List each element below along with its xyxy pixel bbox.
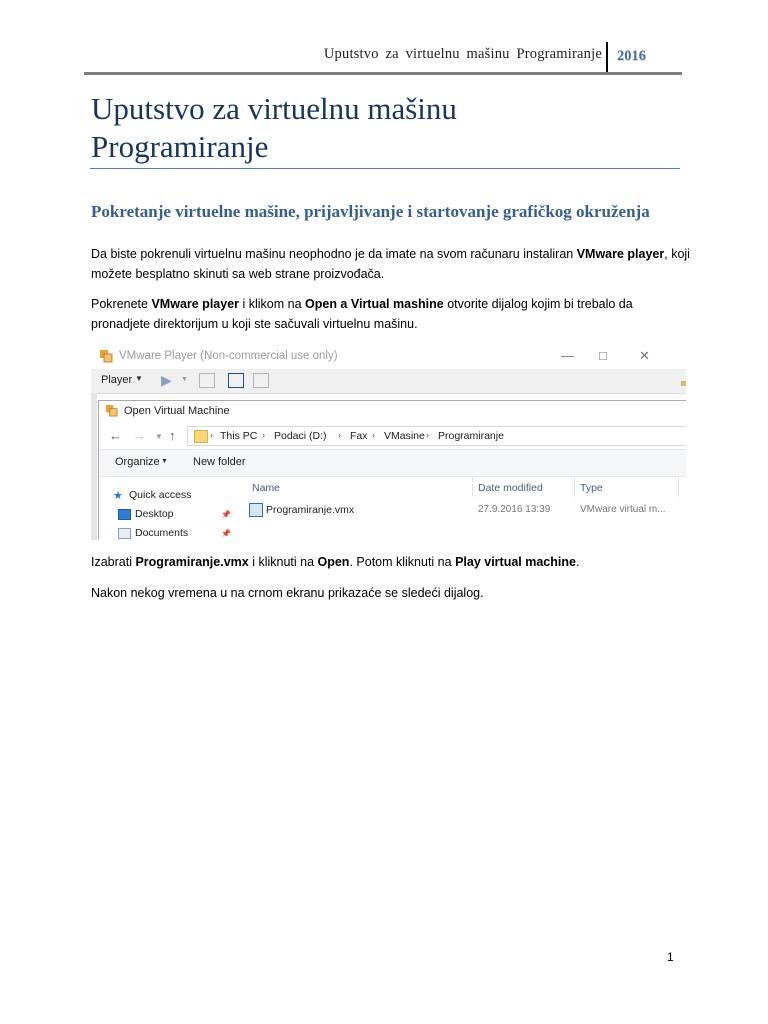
breadcrumb-separator-icon: ›	[210, 430, 213, 440]
window-edge-mark	[681, 381, 686, 386]
p2-text-c: i klikom na	[239, 297, 306, 311]
file-name[interactable]: Programiranje.vmx	[266, 504, 355, 516]
breadcrumb-programiranje[interactable]: Programiranje	[438, 430, 504, 442]
vmware-logo-icon	[99, 349, 113, 363]
p3-text-d: . Potom kliknuti na	[349, 555, 456, 569]
new-folder-button[interactable]: New folder	[193, 456, 246, 468]
play-icon[interactable]: ▶	[161, 372, 172, 388]
page-number: 1	[667, 950, 674, 964]
breadcrumb-separator-icon: ›	[338, 430, 341, 440]
nav-desktop[interactable]: Desktop	[135, 508, 174, 520]
p1-text-a: Da biste pokrenuli virtuelnu mašinu neophodno je da imate na svom računaru instaliran	[91, 247, 577, 261]
vmware-toolbar	[91, 370, 686, 394]
dialog-command-bar	[99, 449, 686, 477]
paragraph-1	[91, 244, 691, 284]
title-line-1: Uputstvo za virtuelnu mašinu	[91, 91, 457, 126]
folder-icon	[194, 430, 208, 443]
p3-text-c: i kliknuti na	[248, 555, 318, 569]
breadcrumb-vmasine[interactable]: VMasine	[384, 430, 425, 442]
file-list-header	[244, 477, 686, 499]
column-type[interactable]: Type	[580, 482, 603, 494]
p3-text-a: Izabrati	[91, 555, 136, 569]
column-name[interactable]: Name	[252, 482, 281, 494]
vmware-screenshot	[91, 345, 686, 540]
address-bar[interactable]	[187, 426, 686, 446]
pin-icon[interactable]: 📌	[221, 510, 231, 519]
organize-caret-icon[interactable]: ▼	[161, 458, 168, 465]
p1-text-c: , koji možete besplatno skinuti sa web strane proizvođača.	[91, 247, 690, 281]
close-icon[interactable]: ✕	[639, 348, 650, 363]
desktop-icon	[118, 509, 131, 520]
column-date-modified[interactable]: Date modified	[478, 482, 543, 494]
page-header	[84, 42, 682, 75]
paragraph-4: Nakon nekog vremena u na crnom ekranu prikazaće se sledeći dijalog.	[91, 586, 484, 600]
file-type: VMware virtual m...	[580, 504, 666, 515]
p2-bold-vmware: VMware player	[151, 297, 240, 311]
dialog-title: Open Virtual Machine	[124, 405, 230, 417]
section-heading: Pokretanje virtuelne mašine, prijavljivanje i startovanje grafičkog okruženja	[91, 202, 650, 221]
file-row[interactable]	[244, 501, 686, 521]
organize-button[interactable]: Organize	[115, 456, 160, 468]
file-date: 27.9.2016 13:39	[478, 504, 551, 515]
p3-bold-play: Play virtual machine	[455, 555, 576, 569]
nav-quick-access[interactable]: Quick access	[129, 489, 192, 501]
nav-documents[interactable]: Documents	[135, 527, 189, 539]
p2-bold-open: Open a Virtual mashine	[305, 297, 444, 311]
header-rule	[84, 72, 682, 75]
star-icon: ★	[113, 490, 123, 502]
p3-text-e: .	[575, 555, 580, 569]
title-line-2: Programiranje	[91, 129, 269, 164]
paragraph-3	[91, 552, 691, 572]
breadcrumb-podaci[interactable]: Podaci (D:)	[274, 430, 327, 442]
p3-bold-vmx: Programiranje.vmx	[135, 555, 249, 569]
play-caret-icon[interactable]: ▼	[181, 376, 188, 383]
player-menu[interactable]: Player	[101, 374, 133, 386]
header-title: Uputstvo za virtuelnu mašinu Programiranje	[323, 46, 602, 62]
player-caret-icon[interactable]: ▼	[135, 374, 143, 383]
vmware-titlebar	[91, 345, 686, 370]
document-title	[91, 90, 691, 166]
open-vm-dialog	[98, 400, 686, 540]
window-left-strip	[91, 393, 97, 540]
breadcrumb-separator-icon: ›	[262, 430, 265, 440]
header-separator	[606, 42, 608, 72]
vmware-window-title: VMware Player (Non-commercial use only)	[119, 350, 338, 362]
back-arrow-icon[interactable]: ←	[109, 428, 122, 443]
p1-bold-vmware: VMware player	[576, 247, 665, 261]
maximize-icon[interactable]: □	[599, 348, 607, 363]
forward-arrow-icon[interactable]: →	[133, 428, 146, 443]
dialog-titlebar	[99, 401, 686, 423]
breadcrumb-separator-icon: ›	[426, 430, 429, 440]
column-divider[interactable]	[472, 477, 473, 497]
column-divider[interactable]	[574, 477, 575, 497]
breadcrumb-fax[interactable]: Fax	[350, 430, 368, 442]
p2-text-d: otvorite dijalog kojim bi trebalo da pronadjete direktorijum u koji ste sačuvali virtuelnu mašinu.	[91, 297, 633, 331]
title-rule	[90, 168, 680, 169]
pin-icon[interactable]: 📌	[221, 529, 231, 538]
navigation-pane	[99, 477, 239, 540]
fullscreen-icon[interactable]	[228, 373, 244, 388]
minimize-icon[interactable]: —	[561, 348, 574, 363]
paragraph-2	[91, 294, 691, 334]
vmx-file-icon	[249, 503, 263, 517]
breadcrumb-separator-icon: ›	[372, 430, 375, 440]
p2-text-a: Pokrenete	[91, 297, 152, 311]
recent-caret-icon[interactable]: ▼	[155, 432, 163, 441]
p3-bold-open: Open	[317, 555, 350, 569]
network-icon[interactable]	[199, 373, 215, 388]
header-year: 2016	[617, 48, 646, 64]
breadcrumb-this-pc[interactable]: This PC	[220, 430, 258, 442]
column-divider[interactable]	[678, 477, 679, 497]
dialog-nav-bar	[99, 425, 686, 447]
vmware-logo-icon	[105, 404, 118, 417]
up-arrow-icon[interactable]: ↑	[169, 428, 176, 443]
documents-icon	[118, 528, 131, 539]
unity-icon[interactable]	[253, 373, 269, 388]
